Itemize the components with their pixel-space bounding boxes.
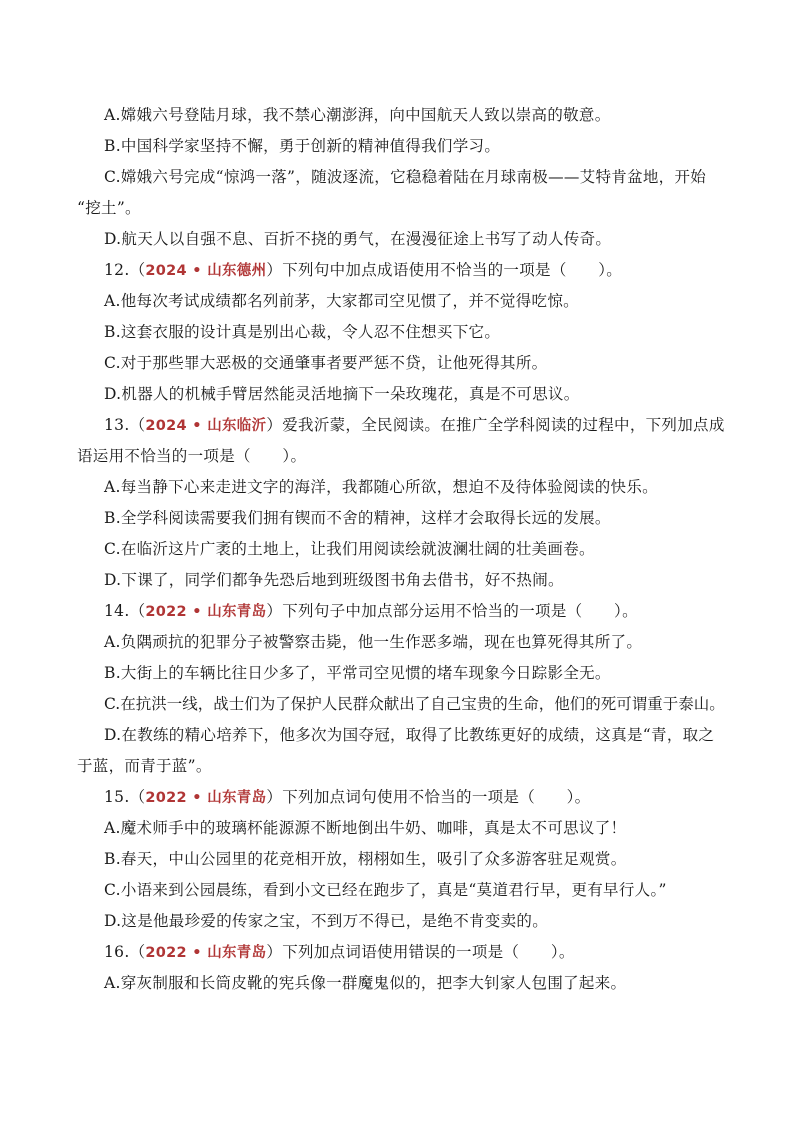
q14-option-b: B.大街上的车辆比往日少多了，平常司空见惯的堵车现象今日踪影全无。: [104, 664, 611, 682]
q12-stem-line: [104, 260, 622, 281]
q15-option-c: C.小语来到公园晨练，看到小文已经在跑步了，真是“莫道君行早，更有早行人。”: [104, 881, 667, 899]
q15-number: 15.: [104, 788, 130, 806]
q13-option-a: A.每当静下心来走进文字的海洋，我都随心所欲，想迫不及待体验阅读的快乐。: [104, 478, 658, 496]
q16-option-a: A.穿灰制服和长筒皮靴的宪兵像一群魔鬼似的，把李大钊家人包围了起来。: [104, 974, 627, 992]
q15-source-open: （: [129, 788, 146, 806]
q13-option-d: D.下课了，同学们都争先恐后地到班级图书角去借书，好不热闹。: [104, 571, 564, 589]
q12-option-b: B.这套衣服的设计真是别出心裁，令人忍不住想买下它。: [104, 323, 501, 341]
q12-source-open: （: [129, 261, 146, 279]
q12-source-close: ）: [266, 261, 283, 279]
q14-option-d-line1: D.在教练的精心培养下，他多次为国夺冠，取得了比教练更好的成绩，这真是“青，取之: [104, 726, 715, 744]
q15-option-b: B.春天，中山公园里的花竞相开放，栩栩如生，吸引了众多游客驻足观赏。: [104, 850, 627, 868]
q13-number: 13.: [104, 416, 130, 434]
q11-option-b: B.中国科学家坚持不懈，勇于创新的精神值得我们学习。: [104, 137, 501, 155]
q11-option-d: D.航天人以自强不息、百折不挠的勇气，在漫漫征途上书写了动人传奇。: [104, 230, 612, 248]
q12-option-d: D.机器人的机械手臂居然能灵活地摘下一朵玫瑰花，真是不可思议。: [104, 385, 580, 403]
q14-source: 2022 • 山东青岛: [145, 604, 267, 620]
q12-option-a: A.他每次考试成绩都名列前茅，大家都司空见惯了，并不觉得吃惊。: [104, 292, 579, 310]
q14-source-open: （: [129, 602, 146, 620]
q12-stem: 下列句中加点成语使用不恰当的一项是（ ）。: [282, 261, 623, 279]
q13-stem-line2: 语运用不恰当的一项是（ ）。: [77, 447, 307, 465]
q16-stem-line: [104, 942, 575, 963]
q14-option-c: C.在抗洪一线，战士们为了保护人民群众献出了自己宝贵的生命，他们的死可谓重于泰山。: [104, 695, 725, 713]
q15-stem-line: [104, 787, 590, 808]
q11-option-a: A.嫦娥六号登陆月球，我不禁心潮澎湃，向中国航天人致以崇高的敬意。: [104, 106, 611, 124]
q13-source-close: ）: [266, 416, 283, 434]
q13-stem-line1: [104, 415, 725, 436]
q12-source: 2024 • 山东德州: [145, 263, 267, 279]
q13-source: 2024 • 山东临沂: [145, 418, 267, 434]
q16-number: 16.: [104, 943, 130, 961]
q16-stem: 下列加点词语使用错误的一项是（ ）。: [282, 943, 575, 961]
q13-source-open: （: [129, 416, 146, 434]
q15-option-a: A.魔术师手中的玻璃杯能源源不断地倒出牛奶、咖啡，真是太不可思议了！: [104, 819, 627, 837]
q13-option-c: C.在临沂这片广袤的土地上，让我们用阅读绘就波澜壮阔的壮美画卷。: [104, 540, 595, 558]
q14-source-close: ）: [266, 602, 283, 620]
q16-source: 2022 • 山东青岛: [145, 945, 267, 961]
q13-option-b: B.全学科阅读需要我们拥有锲而不舍的精神，这样才会取得长远的发展。: [104, 509, 611, 527]
q12-option-c: C.对于那些罪大恶极的交通肇事者要严惩不贷，让他死得其所。: [104, 354, 548, 372]
q12-number: 12.: [104, 261, 130, 279]
q15-stem: 下列加点词句使用不恰当的一项是（ ）。: [282, 788, 591, 806]
q14-number: 14.: [104, 602, 130, 620]
q15-source-close: ）: [266, 788, 283, 806]
q11-option-c-line2: “挖土”。: [77, 199, 141, 217]
q16-source-close: ）: [266, 943, 283, 961]
q15-source: 2022 • 山东青岛: [145, 790, 267, 806]
q15-option-d: D.这是他最珍爱的传家之宝，不到万不得已，是绝不肯变卖的。: [104, 912, 549, 930]
q11-option-c-line1: C.嫦娥六号完成“惊鸿一落”，随波逐流，它稳稳着陆在月球南极——艾特肯盆地，开始: [104, 168, 707, 186]
q13-stem-part1: 爱我沂蒙，全民阅读。在推广全学科阅读的过程中，下列加点成: [282, 416, 725, 434]
q14-option-a: A.负隅顽抗的犯罪分子被警察击毙，他一生作恶多端，现在也算死得其所了。: [104, 633, 643, 651]
q14-stem: 下列句子中加点部分运用不恰当的一项是（ ）。: [282, 602, 638, 620]
q16-source-open: （: [129, 943, 146, 961]
q14-stem-line: [104, 601, 638, 622]
q14-option-d-line2: 于蓝，而青于蓝”。: [77, 757, 212, 775]
